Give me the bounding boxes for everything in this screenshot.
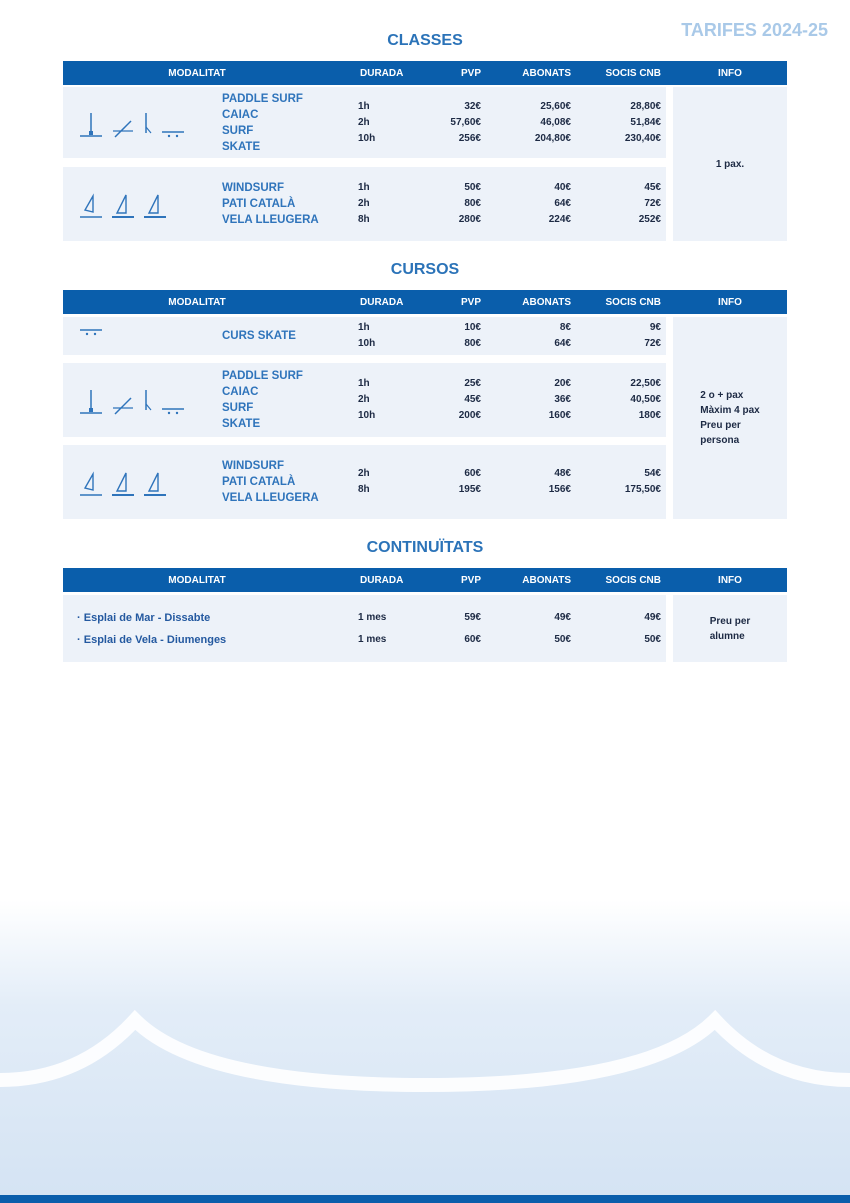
table-cell: 57,60€	[450, 116, 481, 128]
socis-price-column	[644, 607, 661, 651]
pvp-price-column	[459, 376, 481, 424]
sailboat-icon	[111, 192, 135, 225]
column-header-socis-cnb: SOCIS CNB	[605, 297, 661, 308]
table-cell: 48€	[554, 468, 571, 479]
table-cell: 32€	[464, 100, 481, 112]
table-cell: 36€	[554, 394, 571, 405]
activity-names	[77, 607, 226, 651]
table-cell: 8€	[559, 322, 571, 333]
column-header-modalitat: MODALITAT	[168, 575, 226, 586]
abonats-price-column	[554, 607, 571, 651]
column-header-info: INFO	[718, 297, 742, 308]
surf-icon	[143, 388, 153, 421]
abonats-price-column	[549, 466, 571, 498]
table-cell: 50€	[464, 182, 481, 193]
column-header-abonats: ABONATS	[522, 68, 571, 79]
column-header-durada: DURADA	[360, 575, 404, 586]
skate-icon	[161, 403, 185, 421]
paddle-surf-icon	[79, 111, 103, 144]
table-cell: 156€	[548, 484, 571, 495]
abonats-price-column	[549, 376, 571, 424]
pvp-price-column	[459, 466, 481, 498]
duration-column	[358, 607, 386, 651]
table-cell: 25,60€	[540, 100, 571, 112]
column-header-socis-cnb: SOCIS CNB	[605, 68, 661, 79]
socis-price-column	[625, 99, 661, 147]
column-header-pvp: PVP	[460, 68, 481, 79]
duration-column	[358, 376, 375, 424]
column-header-durada: DURADA	[360, 297, 404, 308]
column-header-modalitat: MODALITAT	[168, 297, 226, 308]
activity-names	[222, 180, 319, 228]
windsurf-icon	[79, 192, 103, 225]
table-cell: 64€	[554, 198, 571, 209]
activity-name: CAIAC	[222, 386, 259, 398]
table-cell: 80€	[464, 198, 481, 209]
table-cell: 10€	[464, 322, 481, 333]
table-row-group	[63, 317, 666, 355]
table-cell: 224€	[548, 214, 571, 225]
pvp-price-column	[450, 99, 481, 147]
table-cell: 10h	[358, 410, 376, 421]
column-header-info: INFO	[718, 68, 742, 79]
windsurf-icon	[79, 470, 103, 503]
table-cell: 195€	[458, 484, 481, 495]
activity-name: PADDLE SURF	[222, 370, 303, 382]
section-title: CLASSES	[387, 32, 463, 49]
duration-column	[358, 99, 375, 147]
pvp-price-column	[459, 180, 481, 228]
sailboat-icon	[143, 470, 167, 503]
abonats-price-column	[554, 320, 571, 352]
activity-name: VELA LLEUGERA	[222, 492, 319, 504]
socis-price-column	[630, 376, 661, 424]
activity-name: CAIAC	[222, 108, 259, 121]
info-cell	[673, 317, 787, 519]
bullet-icon: ·	[77, 633, 84, 646]
activity-names	[222, 91, 303, 155]
activity-name: Esplai de Mar - Dissabte	[83, 611, 211, 624]
activity-name: PATI CATALÀ	[222, 476, 296, 488]
table-cell: 50€	[554, 633, 571, 645]
table-cell: 230,40€	[624, 132, 661, 144]
column-header-socis-cnb: SOCIS CNB	[605, 575, 661, 586]
pvp-price-column	[464, 607, 481, 651]
skate-icon	[79, 324, 103, 342]
section-title: CURSOS	[390, 261, 460, 278]
table-row-group	[63, 445, 666, 519]
pvp-price-column	[464, 320, 481, 352]
socis-price-column	[644, 320, 661, 352]
table-cell: 1h	[358, 378, 370, 389]
table-cell: 28,80€	[630, 100, 661, 112]
table-cell: 10h	[358, 132, 376, 144]
table-cell: 72€	[644, 338, 661, 349]
paddle-surf-icon	[79, 388, 103, 421]
table-cell: 45€	[644, 182, 661, 193]
table-cell: 2h	[358, 468, 370, 479]
table-row-group	[63, 167, 666, 241]
table-cell: 200€	[458, 410, 481, 421]
activity-name: PATI CATALÀ	[222, 198, 296, 210]
table-cell: 60€	[464, 633, 481, 645]
table-cell: 49€	[554, 611, 571, 623]
table-header	[63, 568, 787, 592]
list-item	[77, 607, 226, 629]
column-header-durada: DURADA	[360, 68, 404, 79]
sailboat-icon	[143, 192, 167, 225]
activity-names	[222, 368, 303, 432]
table-cell: 20€	[554, 378, 571, 389]
table-cell: 40,50€	[630, 394, 661, 405]
table-cell: 1h	[358, 182, 370, 193]
activity-names	[222, 328, 296, 344]
table-cell: 1h	[358, 322, 370, 333]
info-text: Preu per alumne	[709, 615, 751, 642]
table-cell: 280€	[458, 214, 481, 225]
table-cell: 22,50€	[630, 378, 661, 389]
column-header-abonats: ABONATS	[522, 575, 571, 586]
table-cell: 45€	[464, 394, 481, 405]
activity-name: Esplai de Vela - Diumenges	[83, 633, 227, 646]
column-header-modalitat: MODALITAT	[168, 68, 226, 79]
duration-column	[358, 320, 375, 352]
table-cell: 10h	[358, 338, 376, 349]
column-header-pvp: PVP	[460, 297, 481, 308]
activity-icons	[79, 192, 167, 225]
info-text: 1 pax.	[715, 158, 745, 170]
wave-decoration	[0, 900, 850, 1203]
table-cell: 256€	[458, 132, 481, 144]
duration-column	[358, 180, 370, 228]
table-cell: 160€	[548, 410, 571, 421]
activity-icons	[79, 470, 167, 503]
table-cell: 60€	[464, 468, 481, 479]
list-item	[77, 629, 226, 651]
table-cell: 2h	[358, 116, 370, 128]
surf-icon	[143, 111, 153, 144]
activity-icons	[79, 388, 185, 421]
table-row-group	[63, 87, 666, 158]
bullet-icon: ·	[77, 611, 84, 624]
table-cell: 1h	[358, 100, 370, 112]
table-cell: 54€	[644, 468, 661, 479]
activity-name: SKATE	[222, 140, 261, 153]
activity-icons	[79, 111, 185, 144]
activity-name: WINDSURF	[222, 182, 284, 194]
table-cell: 49€	[644, 611, 661, 623]
table-header	[63, 61, 787, 85]
abonats-price-column	[549, 180, 571, 228]
table-cell: 204,80€	[534, 132, 571, 144]
sailboat-icon	[111, 470, 135, 503]
table-cell: 175,50€	[624, 484, 661, 495]
activity-name: PADDLE SURF	[222, 92, 303, 105]
socis-price-column	[639, 180, 661, 228]
table-cell: 8h	[358, 214, 370, 225]
table-cell: 64€	[554, 338, 571, 349]
footer-bar	[0, 1195, 850, 1203]
table-row-group	[63, 363, 666, 437]
table-row-group	[63, 595, 666, 662]
table-cell: 51,84€	[630, 116, 661, 128]
table-cell: 46,08€	[540, 116, 571, 128]
table-cell: 252€	[638, 214, 661, 225]
table-cell: 2h	[358, 198, 370, 209]
document-title: TARIFES 2024-25	[681, 20, 828, 40]
column-header-info: INFO	[718, 575, 742, 586]
table-cell: 40€	[554, 182, 571, 193]
abonats-price-column	[535, 99, 571, 147]
table-cell: 8h	[358, 484, 370, 495]
table-cell: 80€	[464, 338, 481, 349]
activity-name: CURS SKATE	[222, 330, 296, 342]
activity-name: WINDSURF	[222, 460, 284, 472]
info-text: 2 o + pax Màxim 4 pax Preu per persona	[700, 390, 760, 446]
activity-name: SKATE	[222, 418, 261, 430]
column-header-abonats: ABONATS	[522, 297, 571, 308]
activity-icons	[79, 324, 103, 342]
info-cell	[673, 595, 787, 662]
table-cell: 59€	[464, 611, 481, 623]
table-header	[63, 290, 787, 314]
skate-icon	[161, 126, 185, 144]
table-cell: 25€	[464, 378, 481, 389]
kayak-icon	[111, 111, 135, 144]
activity-name: VELA LLEUGERA	[222, 214, 319, 226]
activity-names	[222, 458, 319, 506]
socis-price-column	[625, 466, 661, 498]
section-title: CONTINUÏTATS	[366, 539, 484, 556]
table-cell: 1 mes	[358, 633, 387, 645]
table-cell: 72€	[644, 198, 661, 209]
duration-column	[358, 466, 370, 498]
activity-name: SURF	[222, 124, 254, 137]
kayak-icon	[111, 388, 135, 421]
activity-name: SURF	[222, 402, 254, 414]
table-cell: 180€	[638, 410, 661, 421]
table-cell: 2h	[358, 394, 370, 405]
table-cell: 1 mes	[358, 611, 387, 623]
info-cell	[673, 87, 787, 241]
column-header-pvp: PVP	[460, 575, 481, 586]
table-cell: 9€	[649, 322, 661, 333]
table-cell: 50€	[644, 633, 661, 645]
